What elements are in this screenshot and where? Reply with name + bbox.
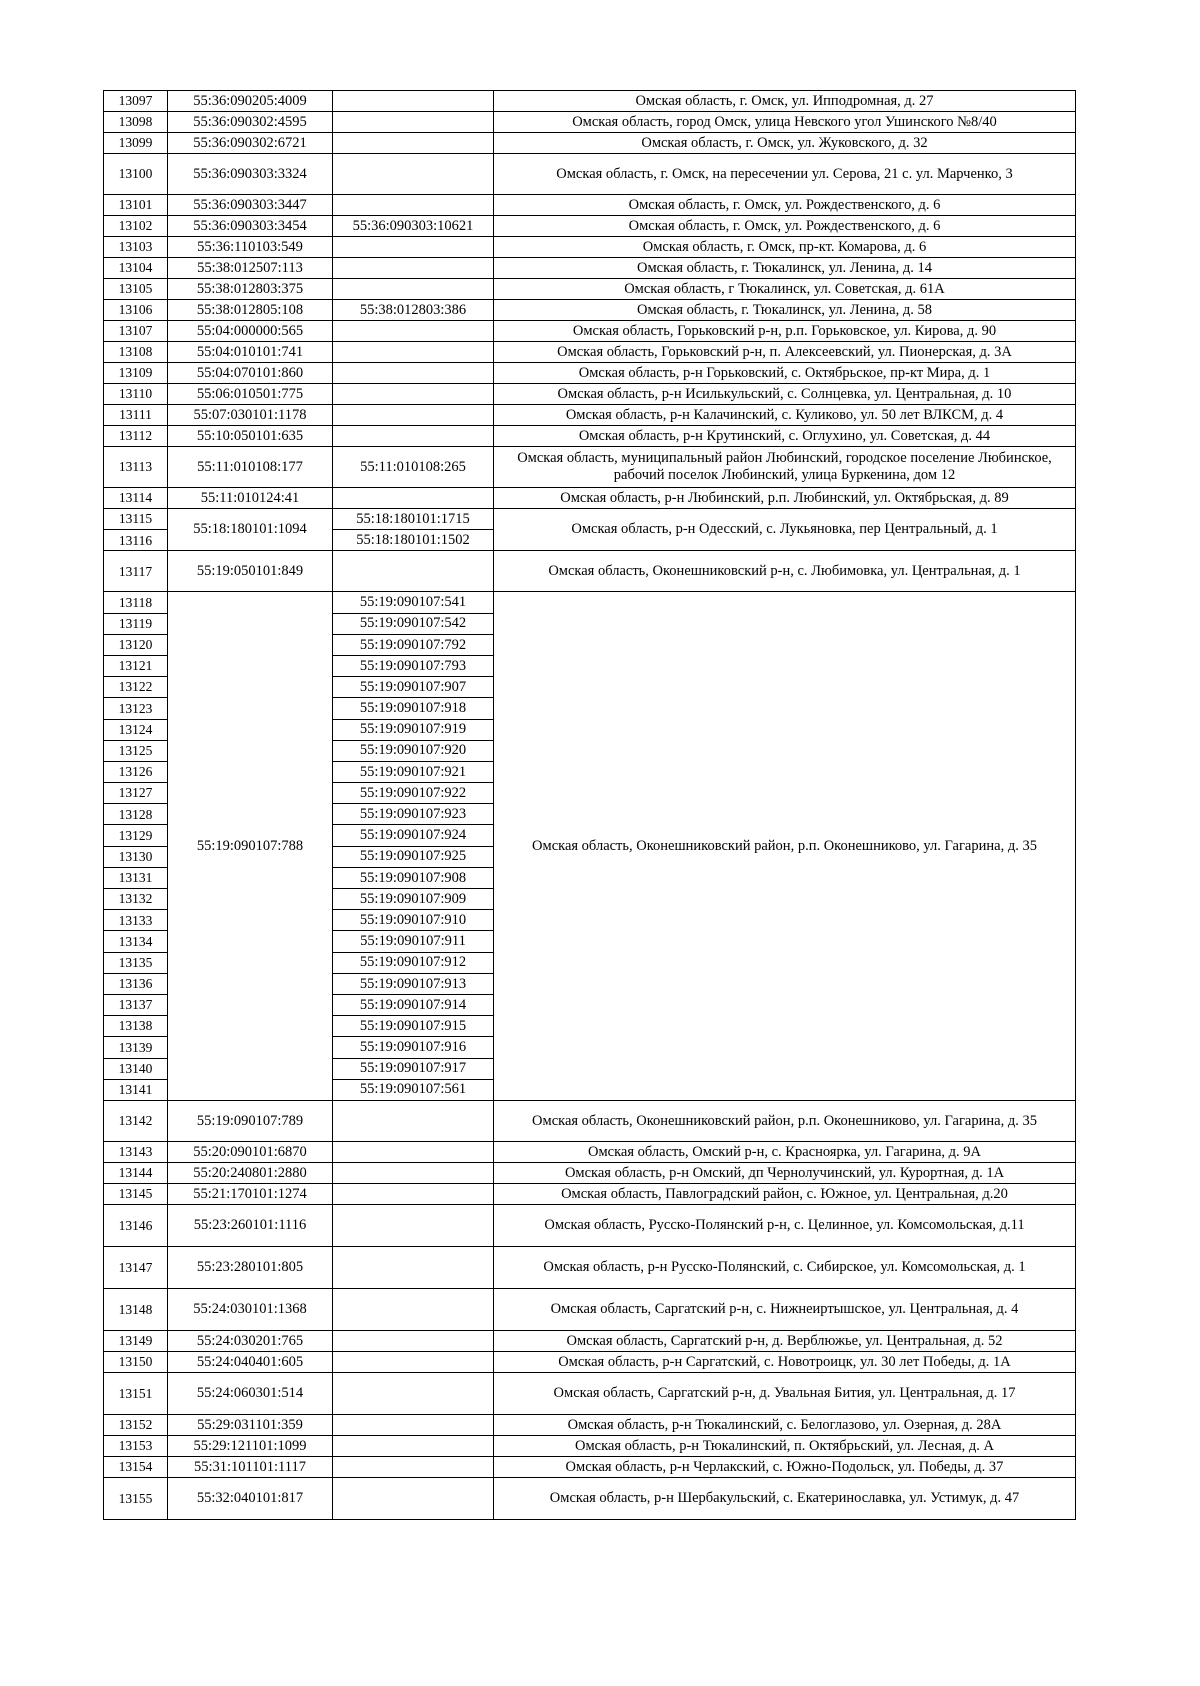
table-row [104,1351,1076,1372]
related-cadastral-number [333,258,494,279]
related-cadastral-number [333,342,494,363]
address: Омская область, р-н Русско-Полянский, с. Сибирское, ул. Комсомольская, д. 1 [494,1246,1076,1288]
row-number: 13153 [104,1435,168,1456]
registry-table-body [104,91,1076,1520]
table-row [104,363,1076,384]
related-cadastral-number [333,1372,494,1414]
row-number: 13155 [104,1477,168,1519]
address: Омская область, город Омск, улица Невского угол Ушинского №8/40 [494,112,1076,133]
address: Омская область, Оконешниковский район, р.п. Оконешниково, ул. Гагарина, д. 35 [494,1100,1076,1141]
table-row [104,1435,1076,1456]
row-number: 13101 [104,195,168,216]
row-number: 13149 [104,1330,168,1351]
cadastral-number: 55:11:010108:177 [168,447,333,488]
address: Омская область, Омский р-н, с. Красноярка, ул. Гагарина, д. 9А [494,1141,1076,1162]
row-number: 13105 [104,279,168,300]
related-cadastral-number: 55:19:090107:561 [333,1079,494,1100]
cadastral-number: 55:19:090107:789 [168,1100,333,1141]
address: Омская область, Саргатский р-н, с. Нижнеиртышское, ул. Центральная, д. 4 [494,1288,1076,1330]
row-number: 13151 [104,1372,168,1414]
address: Омская область, г. Омск, ул. Рождественского, д. 6 [494,195,1076,216]
address: Омская область, г. Тюкалинск, ул. Ленина, д. 14 [494,258,1076,279]
cadastral-number: 55:04:010101:741 [168,342,333,363]
cadastral-number: 55:32:040101:817 [168,1477,333,1519]
table-row [104,258,1076,279]
address: Омская область, р-н Исилькульский, с. Солнцевка, ул. Центральная, д. 10 [494,384,1076,405]
row-number: 13141 [104,1079,168,1100]
row-number: 13117 [104,551,168,592]
related-cadastral-number [333,279,494,300]
table-row [104,237,1076,258]
table-row [104,488,1076,509]
row-number: 13138 [104,1016,168,1037]
table-row [104,1183,1076,1204]
related-cadastral-number [333,1435,494,1456]
cadastral-number: 55:24:060301:514 [168,1372,333,1414]
row-number: 13143 [104,1141,168,1162]
row-number: 13144 [104,1162,168,1183]
row-number: 13120 [104,634,168,655]
row-number: 13098 [104,112,168,133]
related-cadastral-number [333,1288,494,1330]
cadastral-number: 55:38:012805:108 [168,300,333,321]
row-number: 13128 [104,804,168,825]
row-number: 13104 [104,258,168,279]
cadastral-number: 55:36:090205:4009 [168,91,333,112]
cadastral-number: 55:24:040401:605 [168,1351,333,1372]
row-number: 13112 [104,426,168,447]
row-number: 13126 [104,761,168,782]
table-row [104,321,1076,342]
row-number: 13099 [104,133,168,154]
cadastral-number: 55:36:090302:6721 [168,133,333,154]
table-row [104,1100,1076,1141]
row-number: 13107 [104,321,168,342]
related-cadastral-number [333,195,494,216]
cadastral-number: 55:31:101101:1117 [168,1456,333,1477]
row-number: 13137 [104,994,168,1015]
related-cadastral-number: 55:19:090107:541 [333,592,494,613]
address: Омская область, г. Омск, ул. Рождественского, д. 6 [494,216,1076,237]
table-row [104,1330,1076,1351]
address: Омская область, р-н Омский, дп Чернолучинский, ул. Курортная, д. 1А [494,1162,1076,1183]
address: Омская область, Русско-Полянский р-н, с. Целинное, ул. Комсомольская, д.11 [494,1204,1076,1246]
row-number: 13150 [104,1351,168,1372]
cadastral-number: 55:10:050101:635 [168,426,333,447]
cadastral-number: 55:36:090303:3447 [168,195,333,216]
row-number: 13103 [104,237,168,258]
table-row [104,195,1076,216]
row-number: 13130 [104,846,168,867]
related-cadastral-number: 55:18:180101:1502 [333,530,494,551]
row-number: 13133 [104,910,168,931]
table-row [104,551,1076,592]
related-cadastral-number: 55:19:090107:911 [333,931,494,952]
table-row [104,509,1076,530]
related-cadastral-number: 55:19:090107:910 [333,910,494,931]
row-number: 13124 [104,719,168,740]
related-cadastral-number [333,551,494,592]
address: Омская область, р-н Калачинский, с. Куликово, ул. 50 лет ВЛКСМ, д. 4 [494,405,1076,426]
row-number: 13154 [104,1456,168,1477]
row-number: 13131 [104,867,168,888]
cadastral-number: 55:36:090302:4595 [168,112,333,133]
related-cadastral-number [333,1204,494,1246]
address: Омская область, г. Омск, на пересечении ул. Серова, 21 с. ул. Марченко, 3 [494,154,1076,195]
address: Омская область, р-н Тюкалинский, с. Белоглазово, ул. Озерная, д. 28А [494,1414,1076,1435]
cadastral-number: 55:06:010501:775 [168,384,333,405]
address: Омская область, г. Омск, ул. Ипподромная, д. 27 [494,91,1076,112]
cadastral-number: 55:24:030101:1368 [168,1288,333,1330]
related-cadastral-number [333,154,494,195]
table-row [104,216,1076,237]
row-number: 13118 [104,592,168,613]
table-row [104,1456,1076,1477]
cadastral-number: 55:20:240801:2880 [168,1162,333,1183]
related-cadastral-number [333,91,494,112]
related-cadastral-number: 55:19:090107:925 [333,846,494,867]
address: Омская область, г. Тюкалинск, ул. Ленина, д. 58 [494,300,1076,321]
related-cadastral-number [333,426,494,447]
cadastral-number: 55:19:050101:849 [168,551,333,592]
row-number: 13139 [104,1037,168,1058]
address: Омская область, г. Омск, ул. Жуковского, д. 32 [494,133,1076,154]
row-number: 13123 [104,698,168,719]
table-row [104,592,1076,613]
related-cadastral-number [333,321,494,342]
cadastral-number: 55:21:170101:1274 [168,1183,333,1204]
row-number: 13125 [104,740,168,761]
related-cadastral-number: 55:19:090107:918 [333,698,494,719]
related-cadastral-number [333,384,494,405]
related-cadastral-number: 55:19:090107:917 [333,1058,494,1079]
row-number: 13102 [104,216,168,237]
related-cadastral-number: 55:19:090107:924 [333,825,494,846]
table-row [104,1246,1076,1288]
table-row [104,447,1076,488]
related-cadastral-number [333,1477,494,1519]
table-row [104,112,1076,133]
table-row [104,300,1076,321]
related-cadastral-number: 55:19:090107:792 [333,634,494,655]
address: Омская область, муниципальный район Любинский, городское поселение Любинское, рабочий поселок Любинский, улица Буркенина, дом 12 [494,447,1076,488]
table-row [104,1372,1076,1414]
address: Омская область, р-н Крутинский, с. Оглухино, ул. Советская, д. 44 [494,426,1076,447]
table-row [104,91,1076,112]
row-number: 13116 [104,530,168,551]
address: Омская область, р-н Одесский, с. Лукьяновка, пер Центральный, д. 1 [494,509,1076,551]
related-cadastral-number: 55:19:090107:913 [333,973,494,994]
cadastral-number: 55:24:030201:765 [168,1330,333,1351]
row-number: 13148 [104,1288,168,1330]
table-row [104,1477,1076,1519]
related-cadastral-number: 55:18:180101:1715 [333,509,494,530]
related-cadastral-number [333,112,494,133]
row-number: 13113 [104,447,168,488]
related-cadastral-number [333,1351,494,1372]
row-number: 13111 [104,405,168,426]
row-number: 13140 [104,1058,168,1079]
cadastral-number: 55:29:031101:359 [168,1414,333,1435]
row-number: 13115 [104,509,168,530]
cadastral-number: 55:36:110103:549 [168,237,333,258]
row-number: 13108 [104,342,168,363]
row-number: 13127 [104,783,168,804]
address: Омская область, г. Омск, пр-кт. Комарова, д. 6 [494,237,1076,258]
cadastral-number: 55:11:010124:41 [168,488,333,509]
row-number: 13119 [104,613,168,634]
table-row [104,426,1076,447]
row-number: 13109 [104,363,168,384]
table-row [104,405,1076,426]
related-cadastral-number: 55:19:090107:920 [333,740,494,761]
row-number: 13136 [104,973,168,994]
related-cadastral-number [333,363,494,384]
related-cadastral-number: 55:19:090107:908 [333,867,494,888]
address: Омская область, Саргатский р-н, д. Верблюжье, ул. Центральная, д. 52 [494,1330,1076,1351]
related-cadastral-number: 55:36:090303:10621 [333,216,494,237]
related-cadastral-number [333,405,494,426]
table-row [104,384,1076,405]
address: Омская область, р-н Тюкалинский, п. Октябрьский, ул. Лесная, д. А [494,1435,1076,1456]
table-row [104,133,1076,154]
table-row [104,279,1076,300]
cadastral-number: 55:19:090107:788 [168,592,333,1101]
row-number: 13122 [104,677,168,698]
related-cadastral-number: 55:38:012803:386 [333,300,494,321]
row-number: 13147 [104,1246,168,1288]
address: Омская область, г Тюкалинск, ул. Советская, д. 61А [494,279,1076,300]
cadastral-number: 55:23:260101:1116 [168,1204,333,1246]
cadastral-number: 55:04:000000:565 [168,321,333,342]
row-number: 13152 [104,1414,168,1435]
address: Омская область, Оконешниковский район, р.п. Оконешниково, ул. Гагарина, д. 35 [494,592,1076,1101]
related-cadastral-number [333,1183,494,1204]
cadastral-number: 55:36:090303:3324 [168,154,333,195]
table-row [104,342,1076,363]
related-cadastral-number [333,1100,494,1141]
table-row [104,1204,1076,1246]
registry-table [103,90,1076,1520]
related-cadastral-number: 55:19:090107:909 [333,889,494,910]
row-number: 13097 [104,91,168,112]
related-cadastral-number: 55:11:010108:265 [333,447,494,488]
related-cadastral-number [333,1456,494,1477]
table-row [104,1162,1076,1183]
row-number: 13110 [104,384,168,405]
related-cadastral-number: 55:19:090107:915 [333,1016,494,1037]
address: Омская область, р-н Горьковский, с. Октябрьское, пр-кт Мира, д. 1 [494,363,1076,384]
row-number: 13142 [104,1100,168,1141]
cadastral-number: 55:29:121101:1099 [168,1435,333,1456]
address: Омская область, р-н Черлакский, с. Южно-Подольск, ул. Победы, д. 37 [494,1456,1076,1477]
related-cadastral-number [333,133,494,154]
row-number: 13134 [104,931,168,952]
row-number: 13129 [104,825,168,846]
related-cadastral-number: 55:19:090107:922 [333,783,494,804]
related-cadastral-number: 55:19:090107:912 [333,952,494,973]
cadastral-number: 55:20:090101:6870 [168,1141,333,1162]
row-number: 13145 [104,1183,168,1204]
table-row [104,1414,1076,1435]
row-number: 13132 [104,889,168,910]
table-row [104,1141,1076,1162]
address: Омская область, Павлоградский район, с. Южное, ул. Центральная, д.20 [494,1183,1076,1204]
cadastral-number: 55:36:090303:3454 [168,216,333,237]
related-cadastral-number [333,1162,494,1183]
related-cadastral-number [333,1414,494,1435]
table-row [104,154,1076,195]
cadastral-number: 55:38:012803:375 [168,279,333,300]
cadastral-number: 55:18:180101:1094 [168,509,333,551]
related-cadastral-number: 55:19:090107:542 [333,613,494,634]
related-cadastral-number [333,237,494,258]
row-number: 13114 [104,488,168,509]
cadastral-number: 55:23:280101:805 [168,1246,333,1288]
related-cadastral-number: 55:19:090107:921 [333,761,494,782]
address: Омская область, р-н Любинский, р.п. Любинский, ул. Октябрьская, д. 89 [494,488,1076,509]
table-row [104,1288,1076,1330]
address: Омская область, р-н Шербакульский, с. Екатеринославка, ул. Устимук, д. 47 [494,1477,1076,1519]
related-cadastral-number [333,488,494,509]
related-cadastral-number: 55:19:090107:914 [333,994,494,1015]
related-cadastral-number: 55:19:090107:793 [333,655,494,676]
address: Омская область, Горьковский р-н, р.п. Горьковское, ул. Кирова, д. 90 [494,321,1076,342]
cadastral-number: 55:04:070101:860 [168,363,333,384]
related-cadastral-number: 55:19:090107:916 [333,1037,494,1058]
cadastral-number: 55:07:030101:1178 [168,405,333,426]
related-cadastral-number: 55:19:090107:919 [333,719,494,740]
row-number: 13146 [104,1204,168,1246]
related-cadastral-number: 55:19:090107:907 [333,677,494,698]
cadastral-number: 55:38:012507:113 [168,258,333,279]
related-cadastral-number [333,1330,494,1351]
address: Омская область, р-н Саргатский, с. Новотроицк, ул. 30 лет Победы, д. 1А [494,1351,1076,1372]
address: Омская область, Оконешниковский р-н, с. Любимовка, ул. Центральная, д. 1 [494,551,1076,592]
row-number: 13135 [104,952,168,973]
related-cadastral-number [333,1141,494,1162]
address: Омская область, Саргатский р-н, д. Увальная Бития, ул. Центральная, д. 17 [494,1372,1076,1414]
address: Омская область, Горьковский р-н, п. Алексеевский, ул. Пионерская, д. 3А [494,342,1076,363]
row-number: 13100 [104,154,168,195]
related-cadastral-number [333,1246,494,1288]
related-cadastral-number: 55:19:090107:923 [333,804,494,825]
row-number: 13106 [104,300,168,321]
row-number: 13121 [104,655,168,676]
